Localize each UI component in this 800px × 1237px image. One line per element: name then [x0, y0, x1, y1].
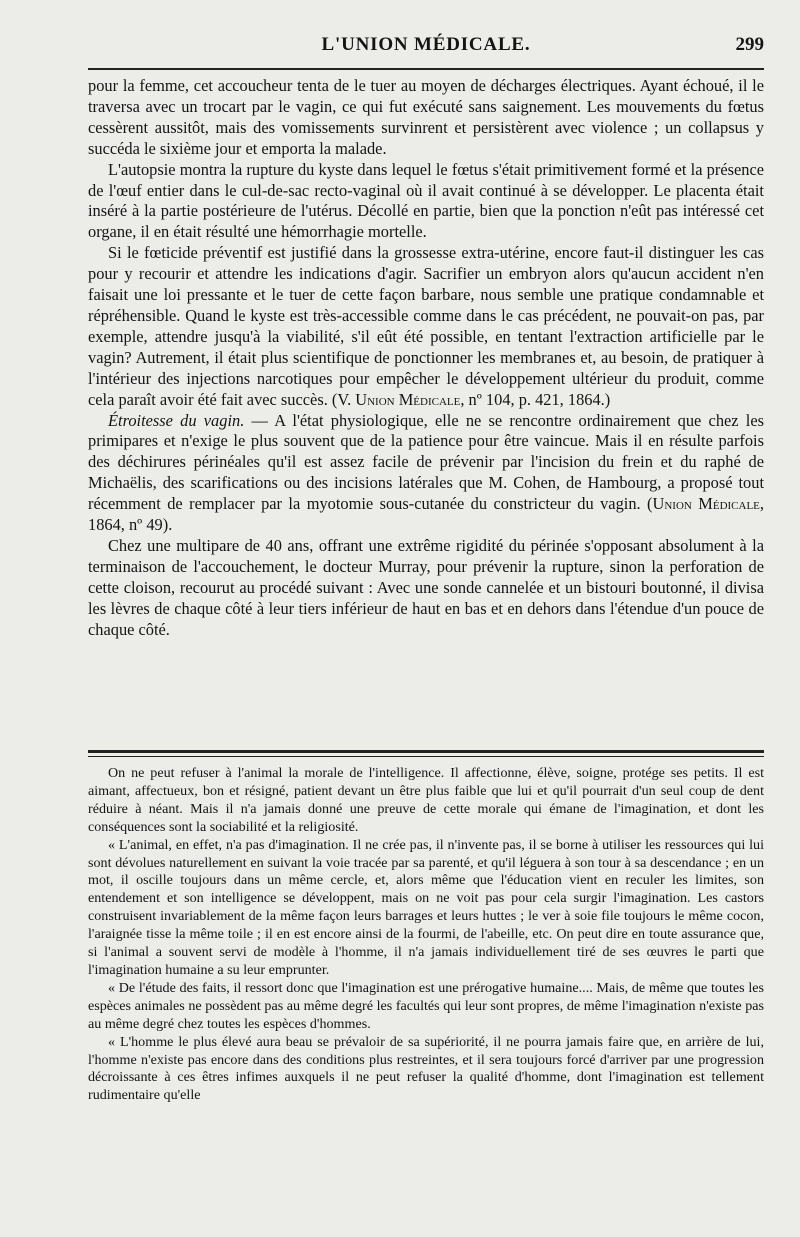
journal-reference: Union Médicale,	[355, 389, 465, 409]
paragraph-5: Chez une multipare de 40 ans, offrant une extrême rigidité du périnée s'opposant absolument à la terminaison de l'accouchement, le docteur Murray, pour prévenir la rupture, sinon la perforation de cette cloison, recourut au procédé suivant : Avec une sonde cannelée et un bistouri boutonné, il divisa les lèvres de chaque côté à leur tiers inférieur de haut en bas et en dehors dans l'étendue d'un pouce de chaque côté.	[88, 535, 764, 639]
paragraph-3	[88, 243, 764, 410]
paragraph-4-text: — A l'état physiologique, elle ne se rencontre ordinairement que chez les primipares et n'exige le plus souvent que de la patience pour être vaincue. Mais il en résulte parfois des déchirures périnéales qu'il est assez facile de prévenir par l'incision du frein et du raphé de Michaëlis, des scarifications ou des incisions latérales que M. Cohen, de Hambourg, a proposé tout récemment de remplacer par la myotomie sous-cutanée du constricteur du vagin. (	[88, 410, 765, 514]
reference-detail: 1864, nº 49).	[88, 515, 173, 535]
paragraph-4	[88, 411, 764, 536]
paragraph-3-text: Si le fœticide préventif est justifié dans la grossesse extra-utérine, encore faut-il distinguer les cas pour y recourir et attendre les indications d'agir. Sacrifier un embryon alors qu'aucun accident n'en faisait une loi pressante et le tuer de cette façon barbare, nous semble une pratique condamnable et répréhensible. Quand le kyste est très-accessible comme dans le cas précédent, ne pouvait-on pas, par exemple, attendre jusqu'à la viabilité, s'il eût été possible, en tentant l'extraction artificielle par le vagin? Autrement, il était plus scientifique de ponctionner les membranes et, au besoin, de pratiquer à l'intérieur des injections narcotiques pour empêcher le développement ultérieur du produit, comme cela paraît avoir été fait avec succès. (V.	[88, 243, 764, 409]
running-header	[88, 30, 764, 60]
footnote-paragraph-4: « L'homme le plus élevé aura beau se prévaloir de sa supériorité, il ne pourra jamais faire que, en arrière de lui, l'homme n'existe pas encore dans des conditions plus restreintes, et il sera toujours forcé d'arriver par une progression décroissante à ces êtres infimes auxquels il ne peut refuser la qualité d'homme, dont l'imagination est tellement rudimentaire qu'elle	[88, 1033, 764, 1104]
paragraph-2: L'autopsie montra la rupture du kyste dans lequel le fœtus s'était primitivement formé et la présence de l'œuf entier dans le cul-de-sac recto-vaginal où il avait continué à se développer. Le placenta était inséré à la partie postérieure de l'utérus. Décollé en partie, bien que la ponction n'eût pas intéressé cet organe, il en était résulté une hémorrhagie mortelle.	[88, 159, 764, 242]
main-text	[88, 76, 764, 640]
footnote-rule	[88, 750, 764, 757]
reference-detail: nº 104, p. 421, 1864.)	[468, 389, 611, 409]
section-title: Étroitesse du vagin.	[108, 410, 245, 430]
journal-reference: Union Médicale,	[652, 494, 764, 514]
footnote-paragraph-2: « L'animal, en effet, n'a pas d'imagination. Il ne crée pas, il n'invente pas, il se borne à utiliser les ressources qui lui sont dévolues naturellement en suivant la voie tracée par sa parenté, et qu'il léguera à son tour à sa descendance ; en un mot, il oscille toujours dans un même cercle, et, alors même que l'éducation vient en reculer les limites, son entendement et son intelligence se développent, mais on ne voit pas pour cela surgir l'imagination. Les castors construisent invariablement de la même façon leurs barrages et leurs huttes ; le ver à soie file toujours le même cocon, l'araignée tisse la même toile ; il en est encore ainsi de la fourmi, de l'abeille, etc. On peut dire en toute assurance que, si l'animal a souvent servi de modèle à l'homme, il n'a jamais individuellement tiré de ses œuvres le parti que l'imagination humaine a su leur emprunter.	[88, 836, 764, 978]
footnote-paragraph-1: On ne peut refuser à l'animal la morale de l'intelligence. Il affectionne, élève, soigne, protége ses petits. Il est aimant, affectueux, bon et résigné, patient devant un être plus faible que lui et qu'il pourrait d'un seul coup de dent réduire à néant. Mais il n'a jamais donné une preuve de cette morale qui émane de l'imagination, et dont les conséquences sont la sociabilité et la religiosité.	[88, 765, 764, 835]
paragraph-1: pour la femme, cet accoucheur tenta de le tuer au moyen de décharges électriques. Ayant échoué, il le traversa avec un trocart par le vagin, ce qui fut exécuté sans saignement. Les mouvements du fœtus cessèrent aussitôt, mais des vomissements survinrent et persistèrent avec violence ; un collapsus y succéda le sixième jour et emporta la malade.	[88, 76, 764, 158]
page-number: 299	[735, 34, 764, 55]
running-title: L'UNION MÉDICALE.	[321, 34, 531, 55]
footnotes	[88, 765, 764, 1105]
header-rule	[88, 68, 764, 70]
footnote-paragraph-3: « De l'étude des faits, il ressort donc que l'imagination est une prérogative humaine.... Mais, de même que toutes les espèces animales ne possèdent pas au même degré les facultés qui leur sont propres, de même l'imagination n'existe pas au même degré chez toutes les espèces d'hommes.	[88, 979, 764, 1032]
